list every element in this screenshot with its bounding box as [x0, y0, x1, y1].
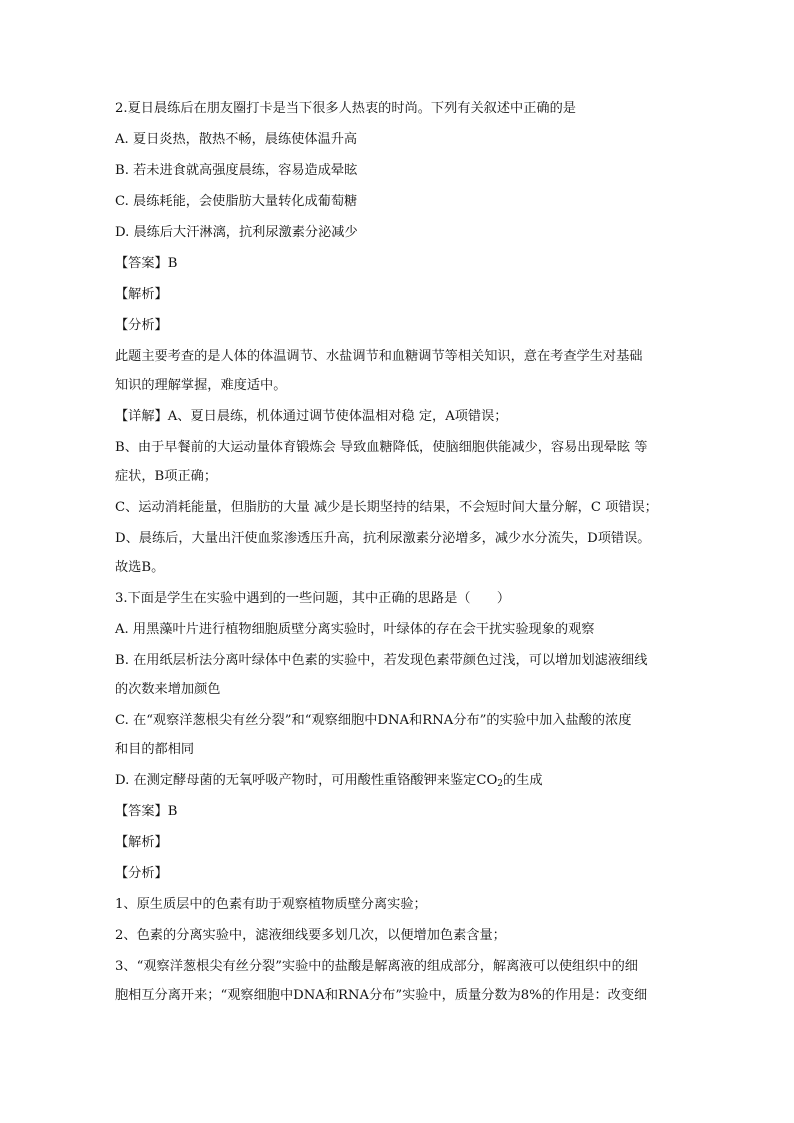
- q3-stem: 3.下面是学生在实验中遇到的一些问题，其中正确的思路是（ ）: [115, 591, 511, 606]
- q2-option-a: A. 夏日炎热，散热不畅，晨练使体温升高: [115, 132, 358, 147]
- q2-detail-line-4: C、运动消耗能量，但脂肪的大量 减少是长期坚持的结果，不会短时间大量分解，C 项错误；: [115, 500, 658, 515]
- q3-fenxi-line-3: 3、“观察洋葱根尖有丝分裂”实验中的盐酸是解离液的组成部分，解离液可以使组织中的细: [115, 959, 638, 974]
- q2-conclusion: 故选B。: [115, 560, 165, 575]
- q3-fenxi-heading: 【分析】: [115, 866, 168, 881]
- q3-fenxi-line-4: 胞相互分离开来；“观察细胞中DNA和RNA分布”实验中，质量分数为8%的作用是：改变细: [115, 988, 648, 1003]
- q3-option-b-line-1: B. 在用纸层析法分离叶绿体中色素的实验中，若发现色素带颜色过浅，可以增加划滤液细线: [115, 653, 648, 668]
- q3-analysis-heading: 【解析】: [115, 835, 168, 850]
- q3-fenxi-line-1: 1、原生质层中的色素有助于观察植物质壁分离实验；: [115, 897, 427, 912]
- q3-option-a: A. 用黑藻叶片进行植物细胞质壁分离实验时，叶绿体的存在会干扰实验现象的观察: [115, 622, 595, 637]
- q2-detail-line-5: D、晨练后，大量出汗使血浆渗透压升高，抗利尿激素分泌增多，减少水分流失，D项错误。: [115, 531, 651, 546]
- q2-fenxi-line-1: 此题主要考查的是人体的体温调节、水盐调节和血糖调节等相关知识，意在考查学生对基础: [115, 349, 643, 364]
- q3-answer: 【答案】B: [115, 804, 178, 819]
- q2-detail-line-3: 症状，B项正确；: [115, 469, 218, 484]
- q3-option-d: [115, 773, 685, 789]
- co2-subscript: 2: [497, 779, 503, 789]
- q2-detail-line-2: B、由于早餐前的大运动量体育锻炼会 导致血糖降低，使脑细胞供能减少，容易出现晕眩 等: [115, 440, 648, 455]
- q2-fenxi-line-2: 知识的理解掌握，难度适中。: [115, 378, 287, 393]
- q2-option-d: D. 晨练后大汗淋漓，抗利尿激素分泌减少: [115, 225, 358, 240]
- q3-option-c-line-2: 和目的都相同: [115, 742, 195, 757]
- q3-option-d-text: D. 在测定酵母菌的无氧呼吸产物时，可用酸性重铬酸钾来鉴定CO: [115, 773, 498, 788]
- q3-option-c-line-1: C. 在“观察洋葱根尖有丝分裂”和“观察细胞中DNA和RNA分布”的实验中加入盐酸的浓度: [115, 713, 632, 728]
- q3-option-b-line-2: 的次数来增加颜色: [115, 682, 221, 697]
- q3-option-d-suffix: 的生成: [503, 773, 543, 788]
- document-page: [115, 101, 685, 1019]
- q2-detail-line-1: 【详解】A、夏日晨练，机体通过调节使体温相对稳 定，A项错误；: [115, 409, 508, 424]
- q2-answer: 【答案】B: [115, 256, 178, 271]
- q2-analysis-heading: 【解析】: [115, 287, 168, 302]
- q2-option-b: B. 若未进食就高强度晨练，容易造成晕眩: [115, 163, 358, 178]
- q2-fenxi-heading: 【分析】: [115, 318, 168, 333]
- q2-stem: 2.夏日晨练后在朋友圈打卡是当下很多人热衷的时尚。下列有关叙述中正确的是: [115, 101, 576, 116]
- q2-option-c: C. 晨练耗能，会使脂肪大量转化成葡萄糖: [115, 194, 358, 209]
- q3-fenxi-line-2: 2、色素的分离实验中，滤液细线要多划几次，以便增加色素含量；: [115, 928, 506, 943]
